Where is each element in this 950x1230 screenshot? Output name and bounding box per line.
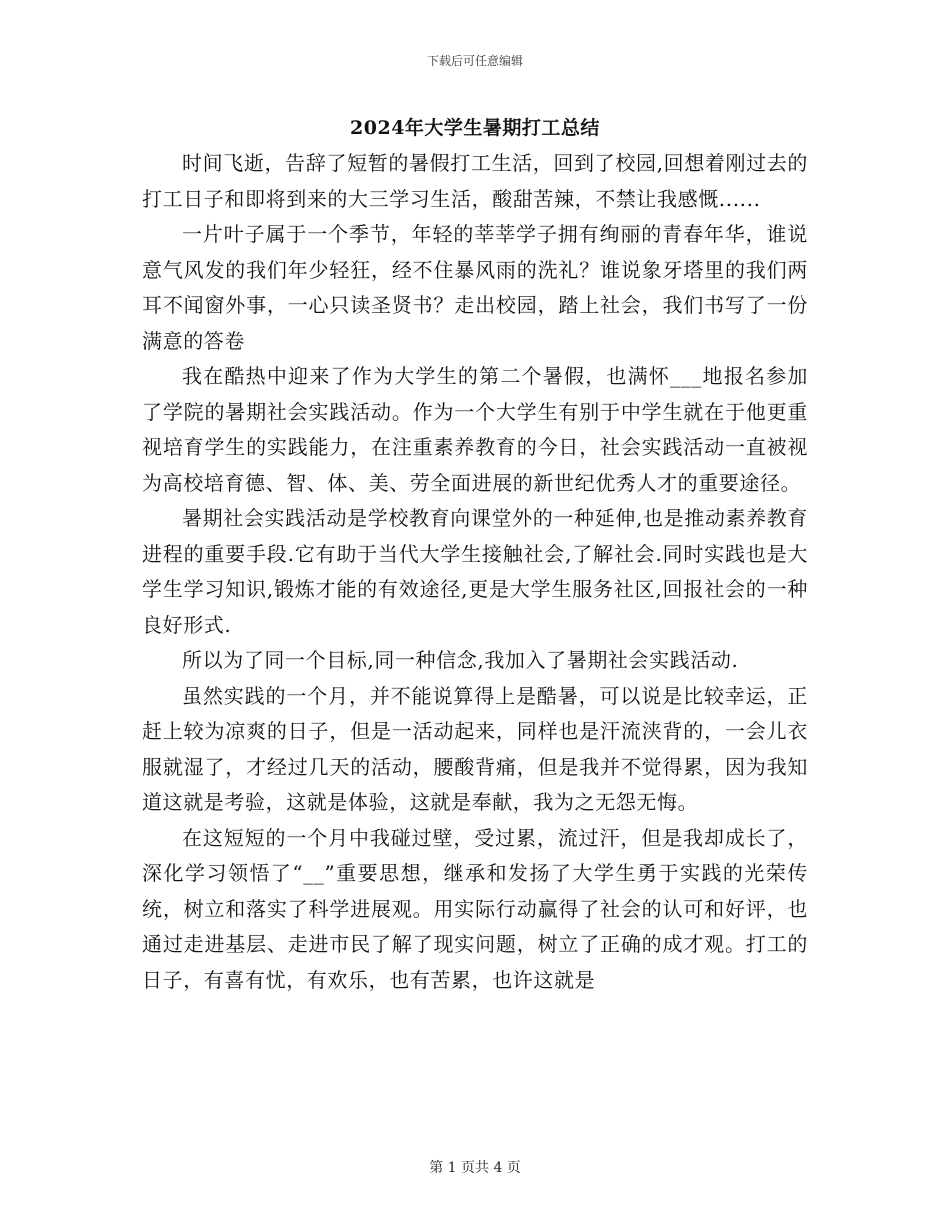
paragraph: 所以为了同一个目标,同一种信念,我加入了暑期社会实践活动.	[182, 648, 739, 672]
document-title: 2024年大学生暑期打工总结	[350, 117, 600, 139]
document-body	[142, 146, 808, 998]
paragraph: 在这短短的一个月中我碰过壁，受过累，流过汗，但是我却成长了，深化学习领悟了“__”重要思想，继承和发扬了大学生勇于实践的光荣传统，树立和落实了科学进展观。用实际行动赢得了社会的认可和好评，也通过走进基层、走进市民了解了现实问题，树立了正确的成才观。打工的日子，有喜有忧，有欢乐，也有苦累，也许这就是	[142, 825, 808, 992]
page-header-note: 下载后可任意编辑	[426, 54, 523, 68]
paragraph: 时间飞逝，告辞了短暂的暑假打工生活，回到了校园,回想着刚过去的打工日子和即将到来的大三学习生活，酸甜苦辣，不禁让我感慨......	[142, 151, 808, 211]
page-number-footer: 第 1 页共 4 页	[429, 1160, 521, 1176]
paragraph: 暑期社会实践活动是学校教育向课堂外的一种延伸,也是推动素养教育进程的重要手段.它有助于当代大学生接触社会,了解社会.同时实践也是大学生学习知识,锻炼才能的有效途径,更是大学生服务社区,回报社会的一种良好形式.	[142, 506, 808, 637]
paragraph: 一片叶子属于一个季节，年轻的莘莘学子拥有绚丽的青春年华，谁说意气风发的我们年少轻狂，经不住暴风雨的洗礼？谁说象牙塔里的我们两耳不闻窗外事，一心只读圣贤书？走出校园，踏上社会，我们书写了一份满意的答卷	[142, 222, 808, 353]
paragraph: 虽然实践的一个月，并不能说算得上是酷暑，可以说是比较幸运，正赶上较为凉爽的日子，但是一活动起来，同样也是汗流浃背的，一会儿衣服就湿了，才经过几天的活动，腰酸背痛，但是我并不觉得累，因为我知道这就是考验，这就是体验，这就是奉献，我为之无怨无悔。	[142, 683, 808, 814]
paragraph: 我在酷热中迎来了作为大学生的第二个暑假，也满怀___地报名参加了学院的暑期社会实践活动。作为一个大学生有别于中学生就在于他更重视培育学生的实践能力，在注重素养教育的今日，社会实践活动一直被视为高校培育德、智、体、美、劳全面进展的新世纪优秀人才的重要途径。	[142, 364, 808, 495]
